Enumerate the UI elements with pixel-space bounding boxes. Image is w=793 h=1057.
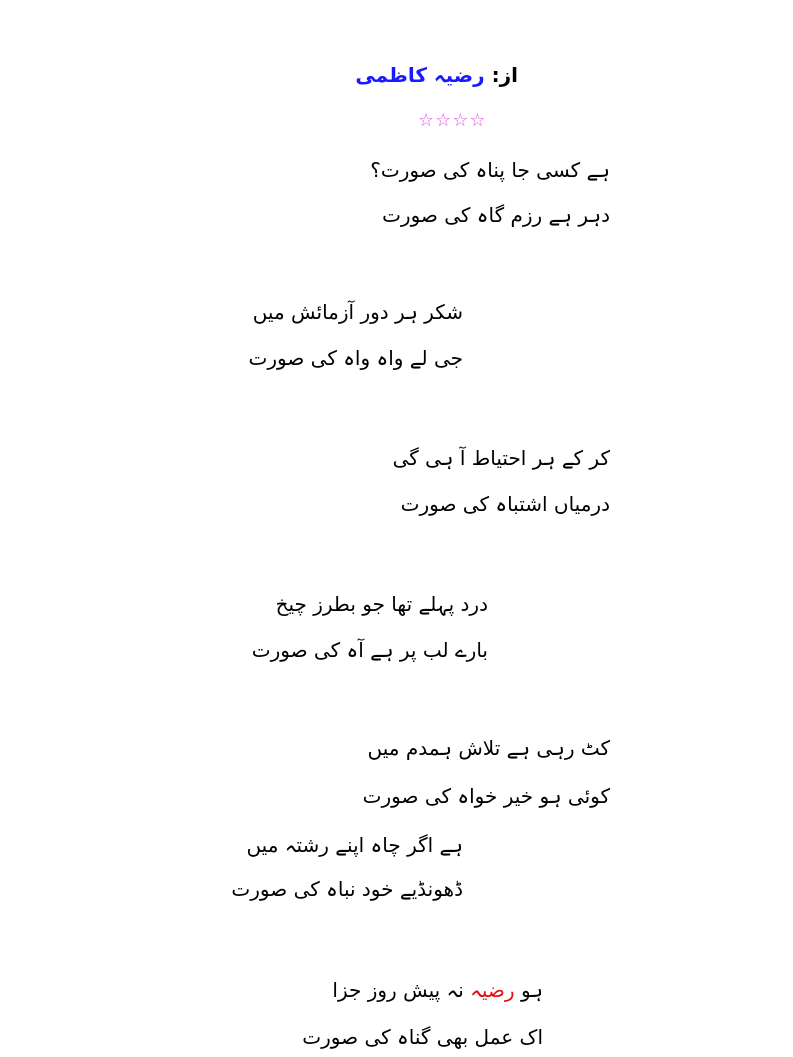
verse-line: کٹ رہی ہے تلاش ہمدم میں (367, 736, 610, 760)
maqta-line-2: اک عمل بھی گناہ کی صورت (302, 1025, 543, 1049)
author-name: رضیہ کاظمی (355, 63, 485, 87)
verse-line: کر کے ہر احتیاط آ ہی گی (392, 446, 610, 470)
maqta-line-1 (332, 975, 543, 1005)
verse-line: دہر ہے رزم گاہ کی صورت (382, 203, 610, 227)
verse-line: درمیاں اشتباہ کی صورت (400, 492, 610, 516)
verse-line: ہے اگر چاہ اپنے رشتہ میں (246, 833, 463, 857)
verse-line: بارے لب پر ہے آہ کی صورت (251, 638, 488, 662)
verse-line: جی لے واہ واہ کی صورت (248, 346, 463, 370)
byline-prefix: از: (491, 63, 518, 87)
maqta-words: نہ پیش روز جزا (332, 978, 464, 1002)
pen-name: رضیہ (470, 978, 515, 1002)
rating-stars: ☆☆☆☆ (418, 110, 487, 131)
verse-line: درد پہلے تھا جو بطرز چیخ (275, 592, 488, 616)
maqta-word: ہو (520, 978, 543, 1002)
verse-line: کوئی ہو خیر خواہ کی صورت (362, 784, 610, 808)
author-byline (355, 60, 518, 90)
verse-line: ہے کسی جا پناہ کی صورت؟ (370, 158, 610, 182)
verse-line: شکر ہر دور آزمائش میں (252, 300, 463, 324)
verse-line: ڈھونڈیے خود نباہ کی صورت (231, 877, 463, 901)
